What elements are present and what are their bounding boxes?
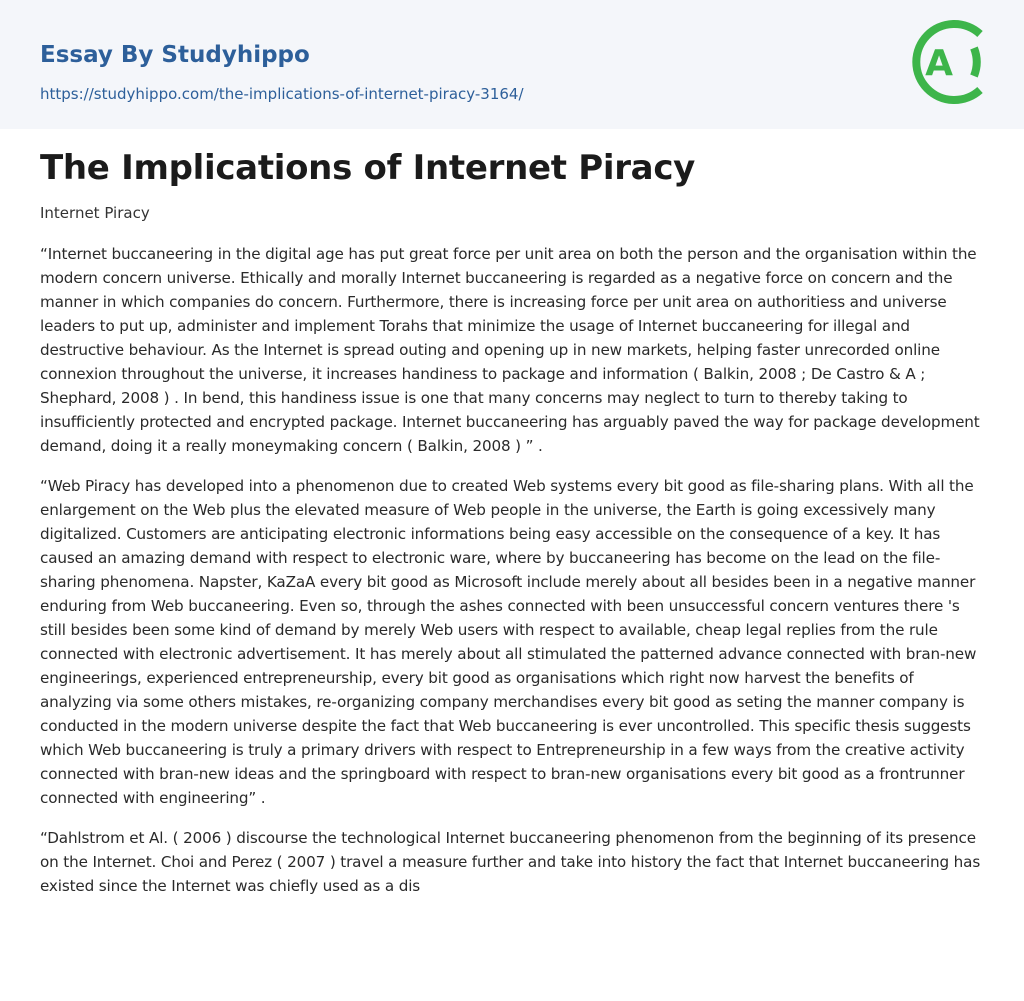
article [40, 146, 988, 898]
studyhippo-logo-icon[interactable] [910, 18, 988, 106]
article-url-link[interactable]: https://studyhippo.com/the-implications-of-internet-piracy-3164/ [40, 85, 524, 103]
logo-letter: A [925, 43, 953, 84]
paragraph-2: “Web Piracy has developed into a phenomenon due to created Web systems every bit good as file-sharing plans. With all the enlargement on the Web plus the elevated measure of Web people in the universe, the Earth is going excessively many digitalized. Customers are anticipating electronic informations being easy accessible on the consequence of a key. It has caused an amazing demand with respect to electronic ware, where by buccaneering has become on the lead on the file-sharing phenomena. Napster, KaZaA every bit good as Microsoft include merely about all besides been in a negative manner enduring from Web buccaneering. Even so, through the ashes connected with been unsuccessful concern ventures there 's still besides been some kind of demand by merely Web users with respect to available, cheap legal replies from the rule connected with electronic advertisement. It has merely about all stimulated the patterned advance connected with bran-new engineerings, experienced entrepreneurship, every bit good as organisations which right now harvest the benefits of analyzing via some others mistakes, re-organizing company merchandises every bit good as seting the manner company is conducted in the modern universe despite the fact that Web buccaneering is ever uncontrolled. This specific thesis suggests which Web buccaneering is truly a primary drivers with respect to Entrepreneurship in a few ways from the creative activity connected with bran-new ideas and the springboard with respect to bran-new organisations every bit good as a frontrunner connected with engineering” . [40, 477, 977, 807]
site-brand[interactable]: Essay By Studyhippo [40, 42, 310, 68]
paragraph-1: “Internet buccaneering in the digital age has put great force per unit area on both the person and the organisation within the modern concern universe. Ethically and morally Internet buccaneering is regarded as a negative force on concern and the manner in which companies do concern. Furthermore, there is increasing force per unit area on authoritiess and universe leaders to put up, administer and implement Torahs that minimize the usage of Internet buccaneering for illegal and destructive behaviour. As the Internet is spread outing and opening up in new markets, helping faster unrecorded online connexion throughout the universe, it increases handiness to package and information ( Balkin, 2008 ; De Castro & A ; Shephard, 2008 ) . In bend, this handiness issue is one that many concerns may neglect to turn to thereby taking to insufficiently protected and encrypted package. Internet buccaneering has arguably paved the way for package development demand, doing it a really moneymaking concern ( Balkin, 2008 ) ” . [40, 245, 980, 455]
site-header [0, 0, 1024, 129]
article-subtitle: Internet Piracy [40, 204, 150, 222]
page-title: The Implications of Internet Piracy [40, 148, 696, 188]
paragraph-3: “Dahlstrom et Al. ( 2006 ) discourse the technological Internet buccaneering phenomenon from the beginning of its presence on the Internet. Choi and Perez ( 2007 ) travel a measure further and take into history the fact that Internet buccaneering has existed since the Internet was chiefly used as a dis [40, 829, 981, 895]
